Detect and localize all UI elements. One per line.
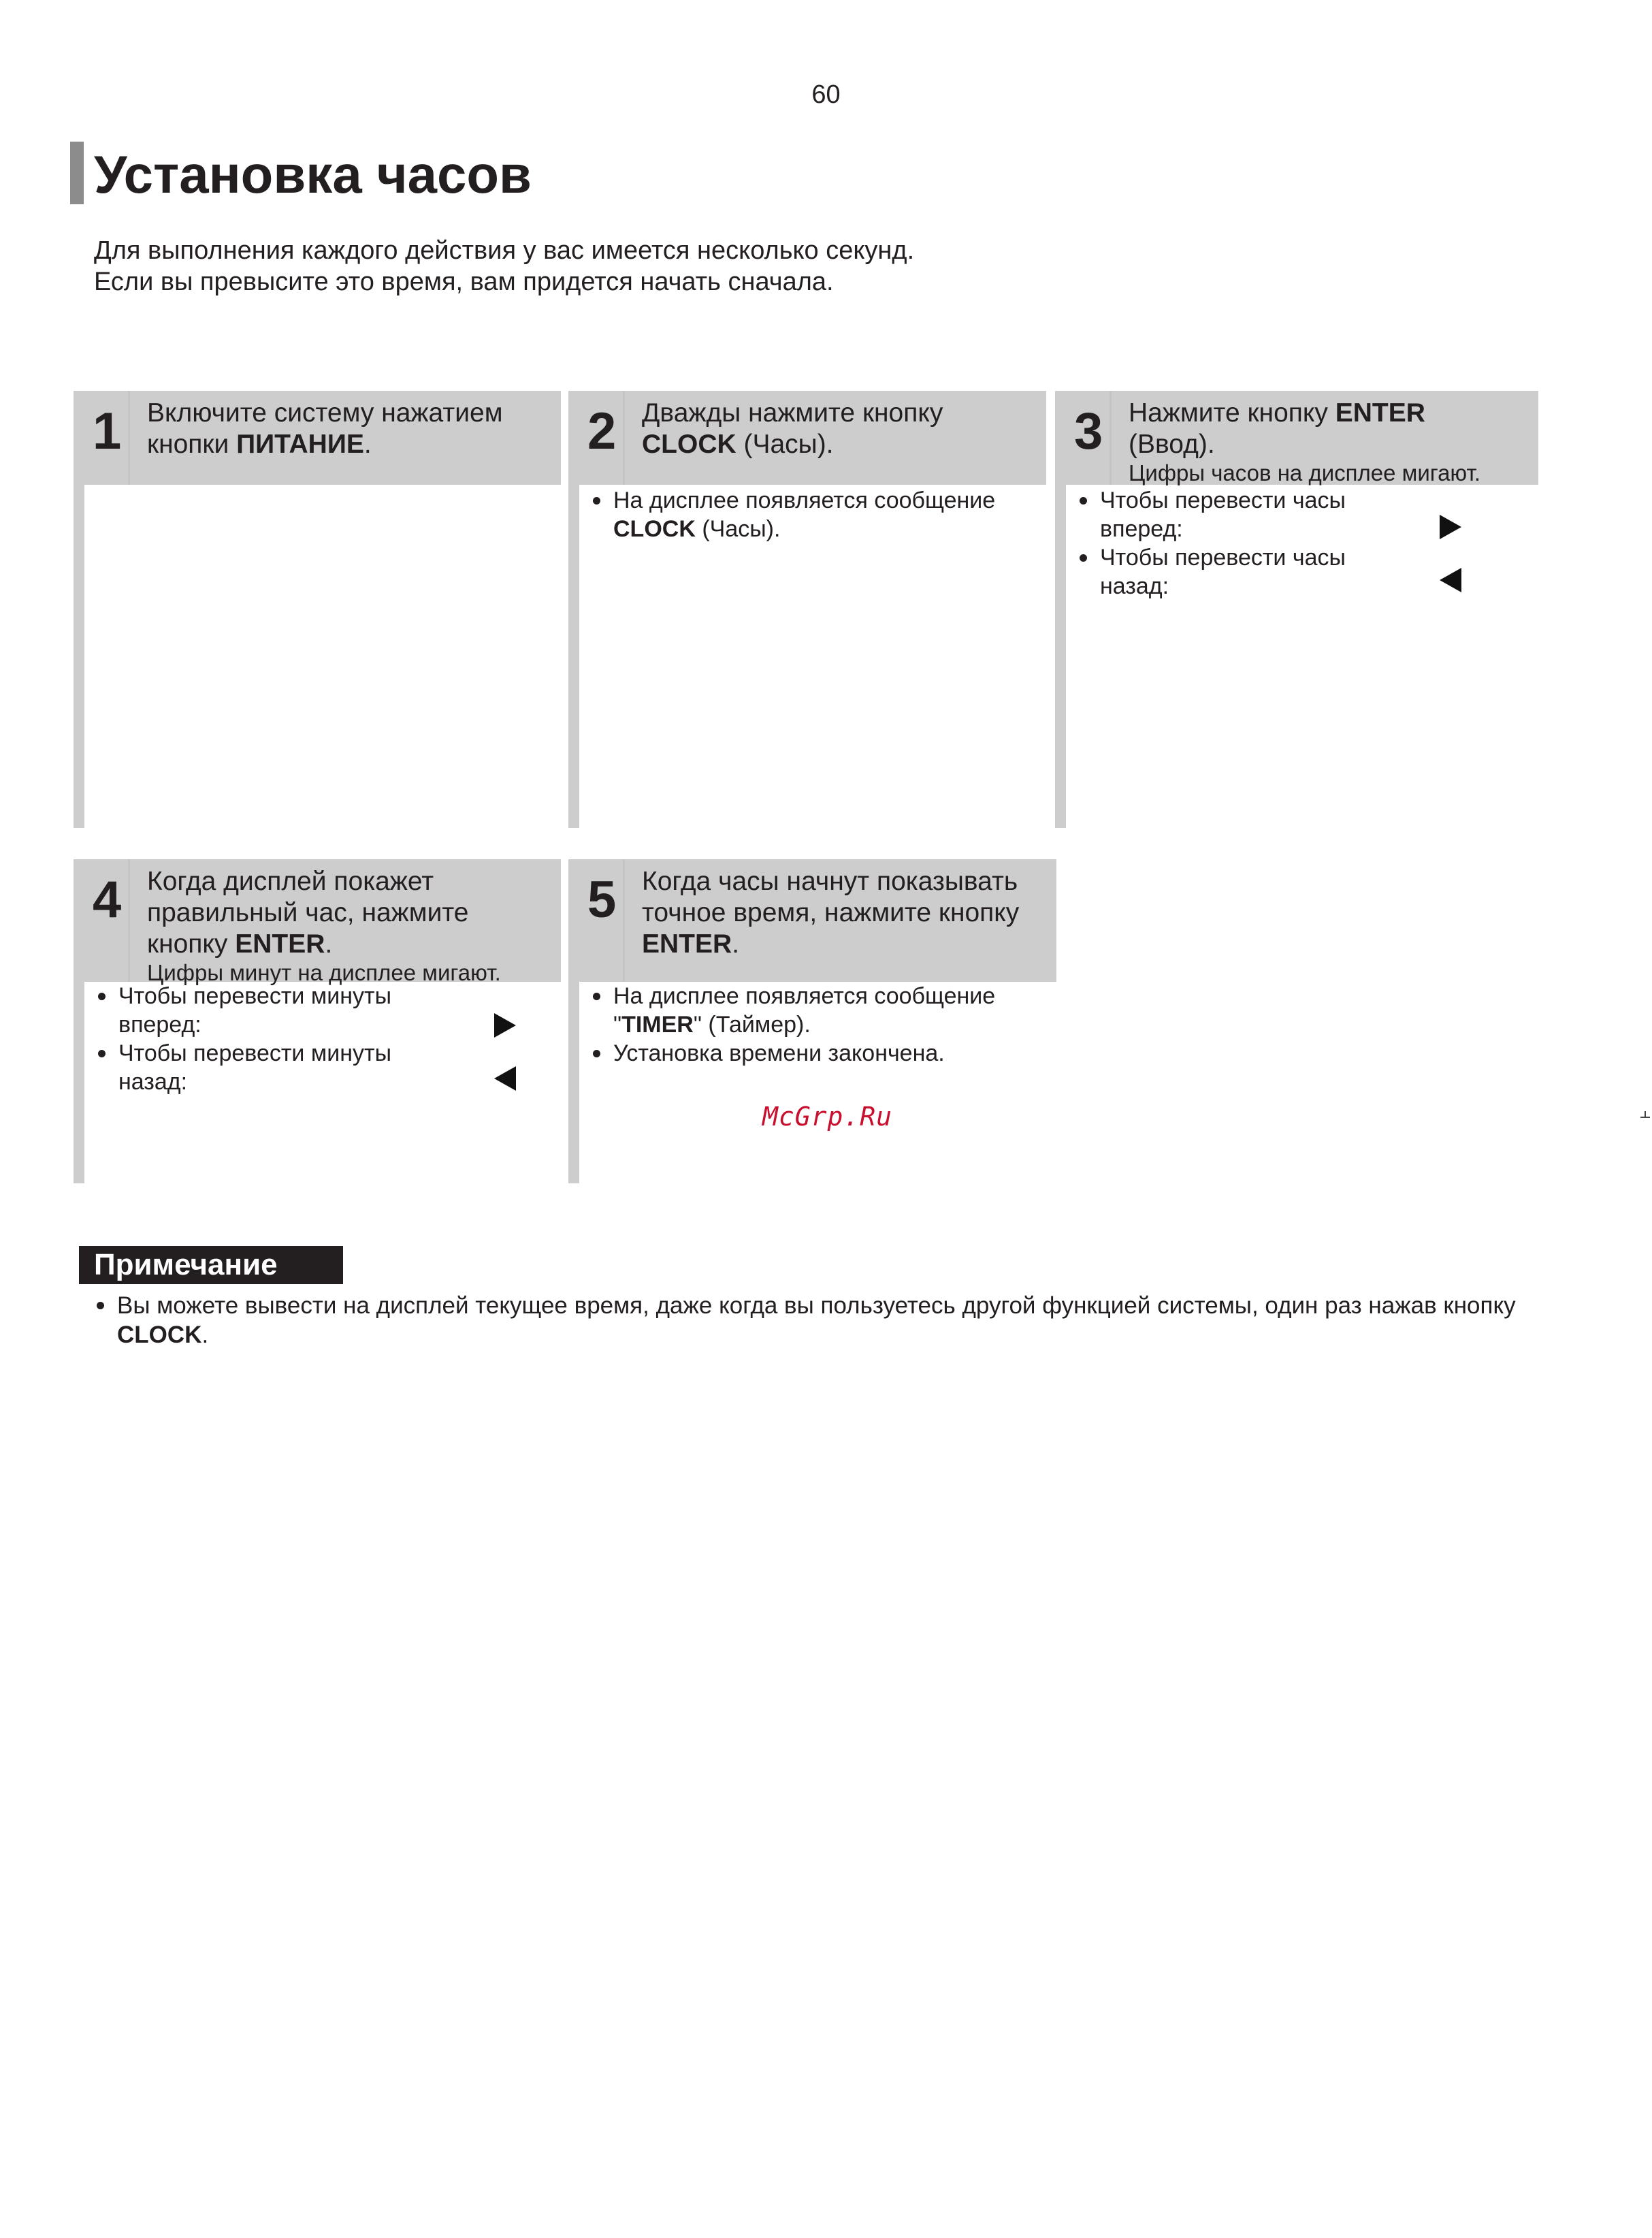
right-arrow-icon <box>494 1013 516 1038</box>
step-rail <box>74 982 84 1183</box>
step-number: 2 <box>587 402 617 460</box>
step-number: 3 <box>1074 402 1103 460</box>
step-rail <box>568 485 579 828</box>
list-item: Установка времени закончена. <box>589 1039 1050 1068</box>
step-instruction: Дважды нажмите кнопку CLOCK (Часы). <box>642 398 943 459</box>
page-number: 60 <box>811 80 841 109</box>
step-3 <box>1055 391 1538 828</box>
divider <box>128 391 130 485</box>
right-arrow-icon <box>1440 515 1461 539</box>
step-5 <box>568 859 1056 1183</box>
step-4 <box>74 859 561 1183</box>
intro-line: Для выполнения каждого действия у вас имеется несколько секунд. <box>94 236 915 265</box>
list-item: На дисплее появляется сообщение CLOCK (Часы). <box>589 486 1039 543</box>
list-item: Чтобы перевести минуты вперед: <box>94 982 554 1039</box>
step-number: 5 <box>587 871 617 929</box>
step-instruction: Когда дисплей покажет правильный час, нажмите кнопку ENTER. Цифры минут на дисплее мигают. <box>147 867 501 985</box>
step-number: 4 <box>93 871 122 929</box>
intro-line: Если вы превысите это время, вам придется начать сначала. <box>94 268 834 296</box>
step-notes <box>589 982 1050 1068</box>
title-accent-bar <box>70 142 84 204</box>
step-header <box>568 391 1046 485</box>
step-rail <box>568 982 579 1183</box>
step-rail <box>1055 485 1066 828</box>
divider <box>1110 391 1112 485</box>
step-header <box>1055 391 1538 485</box>
step-notes <box>1075 486 1532 601</box>
watermark: McGrp.Ru <box>762 1102 893 1132</box>
step-2 <box>568 391 1046 828</box>
step-notes <box>589 486 1039 543</box>
divider <box>623 859 625 982</box>
step-header <box>74 391 561 485</box>
list-item: Вы можете вывести на дисплей текущее время, даже когда вы пользуетесь другой функцией системы, один раз нажав кнопку CLOCK. <box>93 1291 1529 1349</box>
note-heading: Примечание <box>79 1246 343 1284</box>
divider <box>128 859 130 982</box>
list-item: Чтобы перевести минуты назад: <box>94 1039 554 1096</box>
intro-text <box>94 235 914 298</box>
list-item: Чтобы перевести часы вперед: <box>1075 486 1532 543</box>
list-item: На дисплее появляется сообщение "TIMER" (Таймер). <box>589 982 1050 1039</box>
step-header <box>74 859 561 985</box>
step-notes <box>94 982 554 1096</box>
page-title: Установка часов <box>94 144 532 204</box>
divider <box>623 391 625 485</box>
crop-mark <box>1640 1117 1650 1118</box>
step-instruction: Включите систему нажатием кнопки ПИТАНИЕ. <box>147 398 503 459</box>
list-item: Чтобы перевести часы назад: <box>1075 543 1532 601</box>
step-rail <box>74 485 84 828</box>
note-text <box>93 1291 1529 1349</box>
step-header <box>568 859 1056 982</box>
step-instruction: Когда часы начнут показывать точное время, нажмите кнопку ENTER. <box>642 867 1020 959</box>
step-1 <box>74 391 561 828</box>
left-arrow-icon <box>494 1066 516 1091</box>
step-number: 1 <box>93 402 122 460</box>
step-instruction: Нажмите кнопку ENTER (Ввод). Цифры часов на дисплее мигают. <box>1129 398 1481 485</box>
left-arrow-icon <box>1440 568 1461 592</box>
